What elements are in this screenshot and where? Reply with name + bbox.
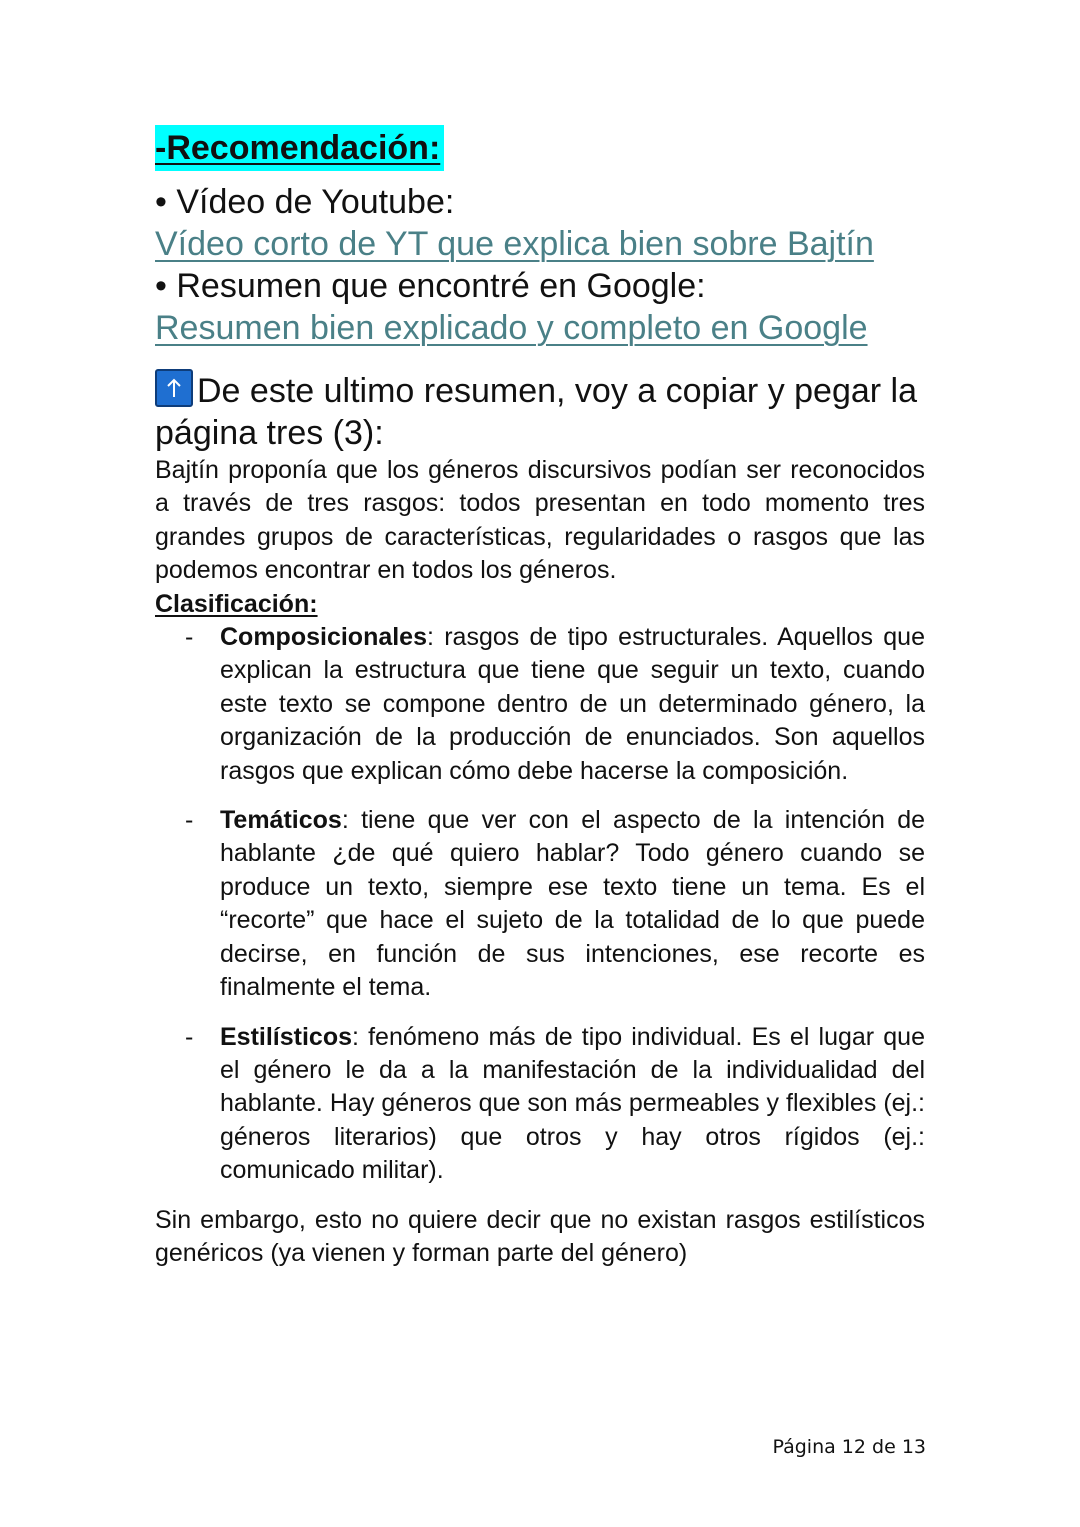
google-summary-link[interactable]: Resumen bien explicado y completo en Google: [155, 309, 868, 347]
classification-list: [155, 621, 925, 1188]
page-content: [155, 125, 925, 1270]
intro-paragraph: Bajtín proponía que los géneros discursivos podían ser reconocidos a través de tres rasgos: todos presentan en todo momento tres grandes grupos de características, regularidades o rasgos que las podemos encontrar en todos los géneros.: [155, 456, 925, 585]
youtube-label: • Vídeo de Youtube:: [155, 183, 455, 221]
youtube-video-link[interactable]: Vídeo corto de YT que explica bien sobre Bajtín: [155, 225, 874, 263]
list-item: [155, 804, 925, 1004]
closing-paragraph: Sin embargo, esto no quiere decir que no existan rasgos estilísticos genéricos (ya vienen y forman parte del género): [155, 1205, 925, 1267]
classification-heading: Clasificación:: [155, 589, 318, 618]
list-item-text: : rasgos de tipo estructurales. Aquellos que explican la estructura que tiene que seguir un texto, cuando este texto se compone dentro de un determinado género, la organización de la producción de enunciados. Son aquellos rasgos que explican cómo debe hacerse la composición.: [220, 623, 925, 785]
note-line: [155, 369, 925, 454]
list-item-term: Estilísticos: [220, 1022, 352, 1051]
list-item-text: : tiene que ver con el aspecto de la intención de hablante ¿de qué quiero hablar? Todo género cuando se produce un texto, siempre ese texto tiene un tema. Es el “recorte” que hace el sujeto de la totalidad de lo que puede decirse, en función de sus intenciones, ese recorte es finalmente el tema.: [220, 806, 925, 1002]
list-item-term: Composicionales: [220, 623, 427, 652]
note-text: De este ultimo resumen, voy a copiar y pegar la página tres (3):: [155, 372, 918, 452]
list-item-text: : fenómeno más de tipo individual. Es el lugar que el género le da a la manifestación de la individualidad del hablante. Hay géneros que son más permeables y flexibles (ej.: géneros literarios) que otros y hay otros rígidos (ej.: comunicado militar).: [220, 1022, 925, 1185]
list-dash: -: [185, 806, 194, 835]
list-item: [155, 621, 925, 788]
up-arrow-icon: [155, 369, 193, 407]
list-dash: -: [185, 1022, 194, 1051]
google-label: • Resumen que encontré en Google:: [155, 267, 706, 305]
list-item-term: Temáticos: [220, 806, 342, 835]
recommendation-heading: -Recomendación:: [155, 125, 444, 171]
page-number: Página 12 de 13: [772, 1436, 926, 1458]
list-dash: -: [185, 623, 194, 652]
list-item: [155, 1021, 925, 1188]
